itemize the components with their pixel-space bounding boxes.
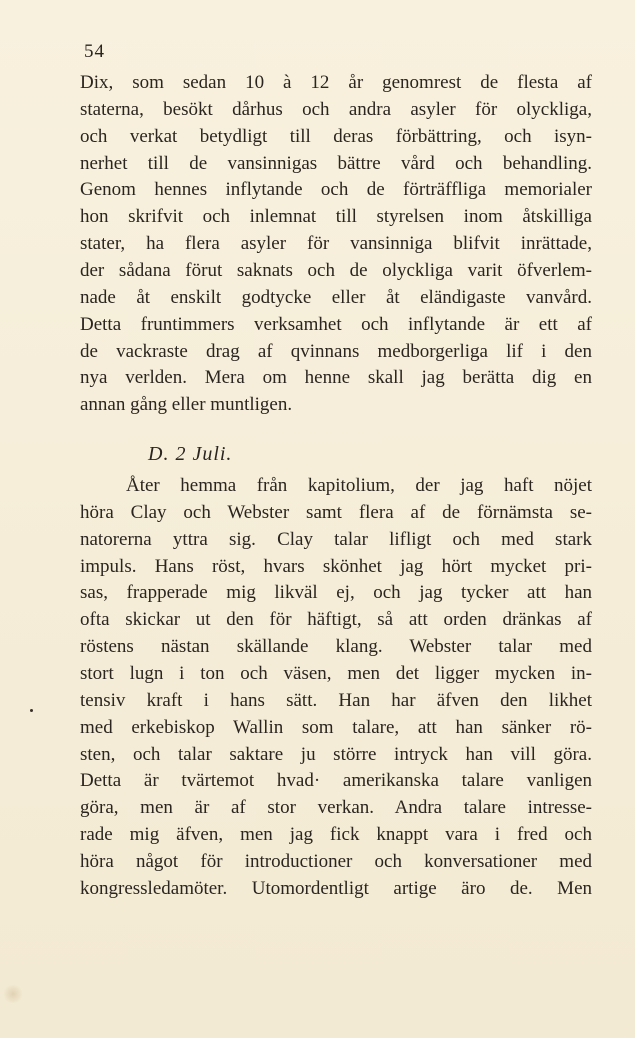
- text-line: natorerna yttra sig. Clay talar lifligt och med stark: [80, 528, 592, 550]
- text-line: nade åt enskilt godtycke eller åt eländigaste vanvård.: [80, 286, 592, 308]
- text-line: göra, men är af stor verkan. Andra talare intresse-: [80, 797, 592, 819]
- text-line: stater, ha flera asyler för vansinniga blifvit inrättade,: [80, 233, 592, 255]
- text-line: annan gång eller muntligen.: [80, 394, 293, 416]
- text-line: stort lugn i ton och väsen, men det ligger mycken in-: [80, 663, 592, 685]
- text-line: Detta är tvärtemot hvad· amerikanska talare vanligen: [80, 770, 592, 792]
- ink-speck: [30, 709, 33, 712]
- text-line: Dix, som sedan 10 à 12 år genomrest de flesta af: [80, 72, 592, 93]
- paper-stain: [2, 985, 24, 1003]
- text-line: med erkebiskop Wallin som talare, att han sänker rö-: [80, 716, 592, 738]
- text-line: nya verlden. Mera om henne skall jag berätta dig en: [80, 367, 592, 389]
- text-line: höra något för introductioner och konversationer med: [80, 851, 592, 873]
- text-line: kongressledamöter. Utomordentligt artige äro de. Men: [80, 877, 592, 899]
- text-line: sas, frapperade mig likväl ej, och jag tycker att han: [80, 582, 592, 604]
- text-line: Åter hemma från kapitolium, der jag haft nöjet: [126, 475, 592, 496]
- text-line: staterna, besökt dårhus och andra asyler för olyckliga,: [80, 98, 592, 120]
- text-line: sten, och talar saktare ju större intryck han vill göra.: [80, 743, 592, 765]
- text-line: rade mig äfven, men jag fick knappt vara i fred och: [80, 824, 592, 846]
- text-line: och verkat betydligt till deras förbättring, och isyn-: [80, 125, 592, 147]
- text-line: röstens nästan skällande klang. Webster talar med: [80, 636, 592, 658]
- text-line: ofta skickar ut den för häftigt, så att orden dränkas af: [80, 609, 592, 631]
- date-heading: D. 2 Juli.: [148, 443, 233, 465]
- text-line: de vackraste drag af qvinnans medborgerliga lif i den: [80, 340, 592, 362]
- text-line: der sådana förut saknats och de olyckliga varit öfverlem-: [80, 260, 592, 282]
- text-line: impuls. Hans röst, hvars skönhet jag hört mycket pri-: [80, 555, 592, 577]
- paragraph-1: [80, 70, 592, 419]
- text-line: tensiv kraft i hans sätt. Han har äfven den likhet: [80, 689, 592, 711]
- text-line: höra Clay och Webster samt flera af de förnämsta se-: [80, 501, 592, 523]
- text-line: nerhet till de vansinnigas bättre vård och behandling.: [80, 152, 592, 174]
- text-line: hon skrifvit och inlemnat till styrelsen inom åtskilliga: [80, 206, 592, 228]
- page-number: 54: [84, 41, 105, 62]
- text-line: Genom hennes inflytande och de förträffliga memorialer: [80, 179, 592, 201]
- text-line: Detta fruntimmers verksamhet och inflytande är ett af: [80, 313, 592, 335]
- paragraph-2: [80, 473, 592, 903]
